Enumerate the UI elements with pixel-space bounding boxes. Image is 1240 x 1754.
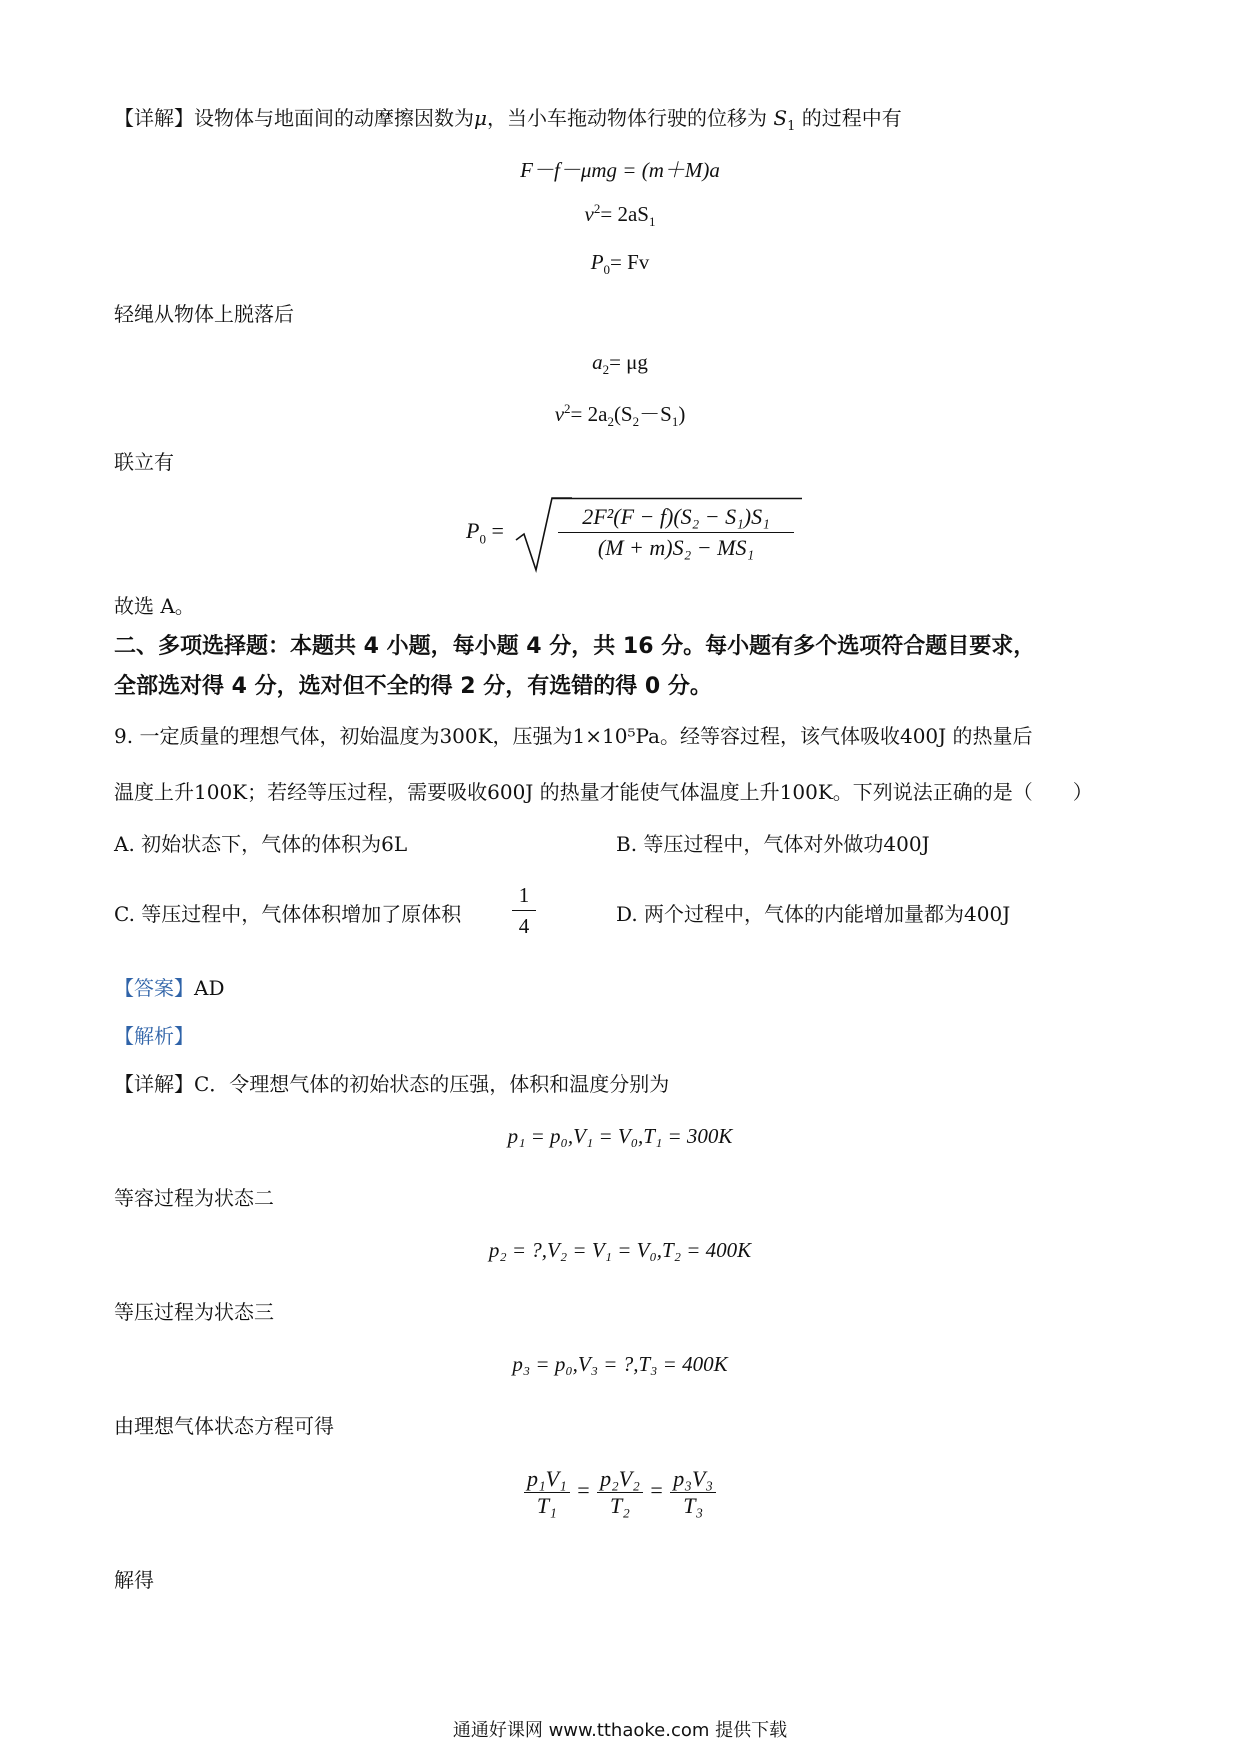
option-d: D. 两个过程中，气体的内能增加量都为400J bbox=[616, 902, 1011, 926]
text-ideal-gas: 由理想气体状态方程可得 bbox=[114, 1414, 334, 1438]
answer-tag: 【答案】 bbox=[114, 976, 194, 1000]
text-combine: 联立有 bbox=[114, 450, 174, 474]
equation-kinematic-1: $v^2= 2aS_1$ bbox=[584, 201, 656, 230]
equation-ideal-gas: $\frac{\text{p₁V₁}}{\text{T₁}}$ = $\frac{\text{p₂V₂}}{\text{T₂}}$ = $\frac{\text{p₃V₃}}{\text{T₃}}$ bbox=[0, 1466, 1240, 1519]
text-state-2: 等容过程为状态二 bbox=[114, 1186, 274, 1210]
equation-power: $P_0= Fv$ bbox=[590, 250, 650, 278]
text-state-3: 等压过程为状态三 bbox=[114, 1300, 274, 1324]
document-page: 【详解】设物体与地面间的动摩擦因数为μ，当小车拖动物体行驶的位移为 $S_1$ 的过程中有 F－f－μmg = (m＋M)a $v^2= 2aS_1$ $P_0= Fv$ 轻绳从物体上脱落后 $a_2= \mu g$ $v^2= 2a_2(S_2-S_1)$ 联立有 $P_0$ = 2F²(F − f)(S₂ − S₁)S₁ (M + m)S₂ − MS₁ 故选 A。 二、多项选择题：本题共 4 小题，每小题 4 分，共 16 分。每小题有多个选项符合题目要求， 全部选对得 4 分，选对但不全的得 2 分，有选错的得 0 分。 9. 一定质量的理想气体，初始温度为300K，压强为1×10⁵Pa。经等容过程，该气体吸收400J 的热量后 温度上升100K；若经等压过程，需要吸收600J 的热量才能使气体温度上升100K。下列说法正确的是（ ） A. 初始状态下，气体的体积为6L B. 等压过程中，气体对外做功400J C. 等压过程中，气体体积增加了原体积 1 4 D. 两个过程中，气体的内能增加量都为400J 【答案】AD 【解析】 【详解】C．令理想气体的初始状态的压强，体积和温度分别为 p₁ = p₀,V₁ = V₀,T₁ = 300K 等容过程为状态二 p₂ = ?,V₂ = V₁ = V₀,T₂ = 400K 等压过程为状态三 p₃ = p₀,V₃ = ?,T₃ = 400K 由理想气体状态方程可得 $\frac{\text{p₁V₁}}{\text{T₁}}$ = $\frac{\text{p₂V₂}}{\text{T₂}}$ = $\frac{\text{p₃V₃}}{\text{T₃}}$ 解得 通通好课网 www.tthaoke.com 提供下载 bbox=[0, 0, 1240, 1754]
equation-deceleration: $a_2= \mu g$ bbox=[592, 350, 648, 378]
equation-state-2: p₂ = ?,V₂ = V₁ = V₀,T₂ = 400K bbox=[488, 1238, 752, 1262]
text-solve: 解得 bbox=[114, 1568, 154, 1592]
text-rope-detached: 轻绳从物体上脱落后 bbox=[114, 302, 294, 326]
text-choose-a: 故选 A。 bbox=[114, 594, 195, 618]
section-heading-line-2: 全部选对得 4 分，选对但不全的得 2 分，有选错的得 0 分。 bbox=[114, 674, 712, 699]
answer-line bbox=[114, 974, 224, 1002]
option-c-fraction: 1 4 bbox=[512, 880, 536, 941]
fraction-state-2: $\frac{\text{p₂V₂}}{\text{T₂}}$ bbox=[597, 1466, 643, 1519]
analysis-tag: 【解析】 bbox=[114, 1024, 194, 1048]
fraction-state-3: $\frac{\text{p₃V₃}}{\text{T₃}}$ bbox=[670, 1466, 716, 1519]
footer-source: 通通好课网 www.tthaoke.com 提供下载 bbox=[452, 1720, 788, 1741]
section-heading-line-1: 二、多项选择题：本题共 4 小题，每小题 4 分，共 16 分。每小题有多个选项符合题目要求， bbox=[114, 634, 1036, 659]
equation-state-1: p₁ = p₀,V₁ = V₀,T₁ = 300K bbox=[507, 1124, 733, 1148]
equation-kinematic-2: $v^2= 2a_2(S_2-S_1)$ bbox=[554, 401, 686, 430]
option-c: C. 等压过程中，气体体积增加了原体积 bbox=[114, 902, 462, 926]
fraction-state-1: $\frac{\text{p₁V₁}}{\text{T₁}}$ bbox=[524, 1466, 570, 1519]
detail-line-2: 【详解】C．令理想气体的初始状态的压强，体积和温度分别为 bbox=[114, 1072, 670, 1096]
detail-line-1: 【详解】设物体与地面间的动摩擦因数为μ，当小车拖动物体行驶的位移为 $S_1$ 的过程中有 bbox=[114, 106, 902, 134]
equation-newton: F－f－μmg = (m＋M)a bbox=[520, 158, 720, 182]
equation-state-3: p₃ = p₀,V₃ = ?,T₃ = 400K bbox=[512, 1352, 728, 1376]
question-9-line-2: 温度上升100K；若经等压过程，需要吸收600J 的热量才能使气体温度上升100K。下列说法正确的是（ ） bbox=[114, 780, 1093, 804]
option-b: B. 等压过程中，气体对外做功400J bbox=[616, 832, 930, 856]
question-9-line-1: 9. 一定质量的理想气体，初始温度为300K，压强为1×10⁵Pa。经等容过程，该气体吸收400J 的热量后 bbox=[114, 724, 1033, 748]
option-a: A. 初始状态下，气体的体积为6L bbox=[114, 832, 408, 856]
answer-value: AD bbox=[194, 976, 225, 1000]
